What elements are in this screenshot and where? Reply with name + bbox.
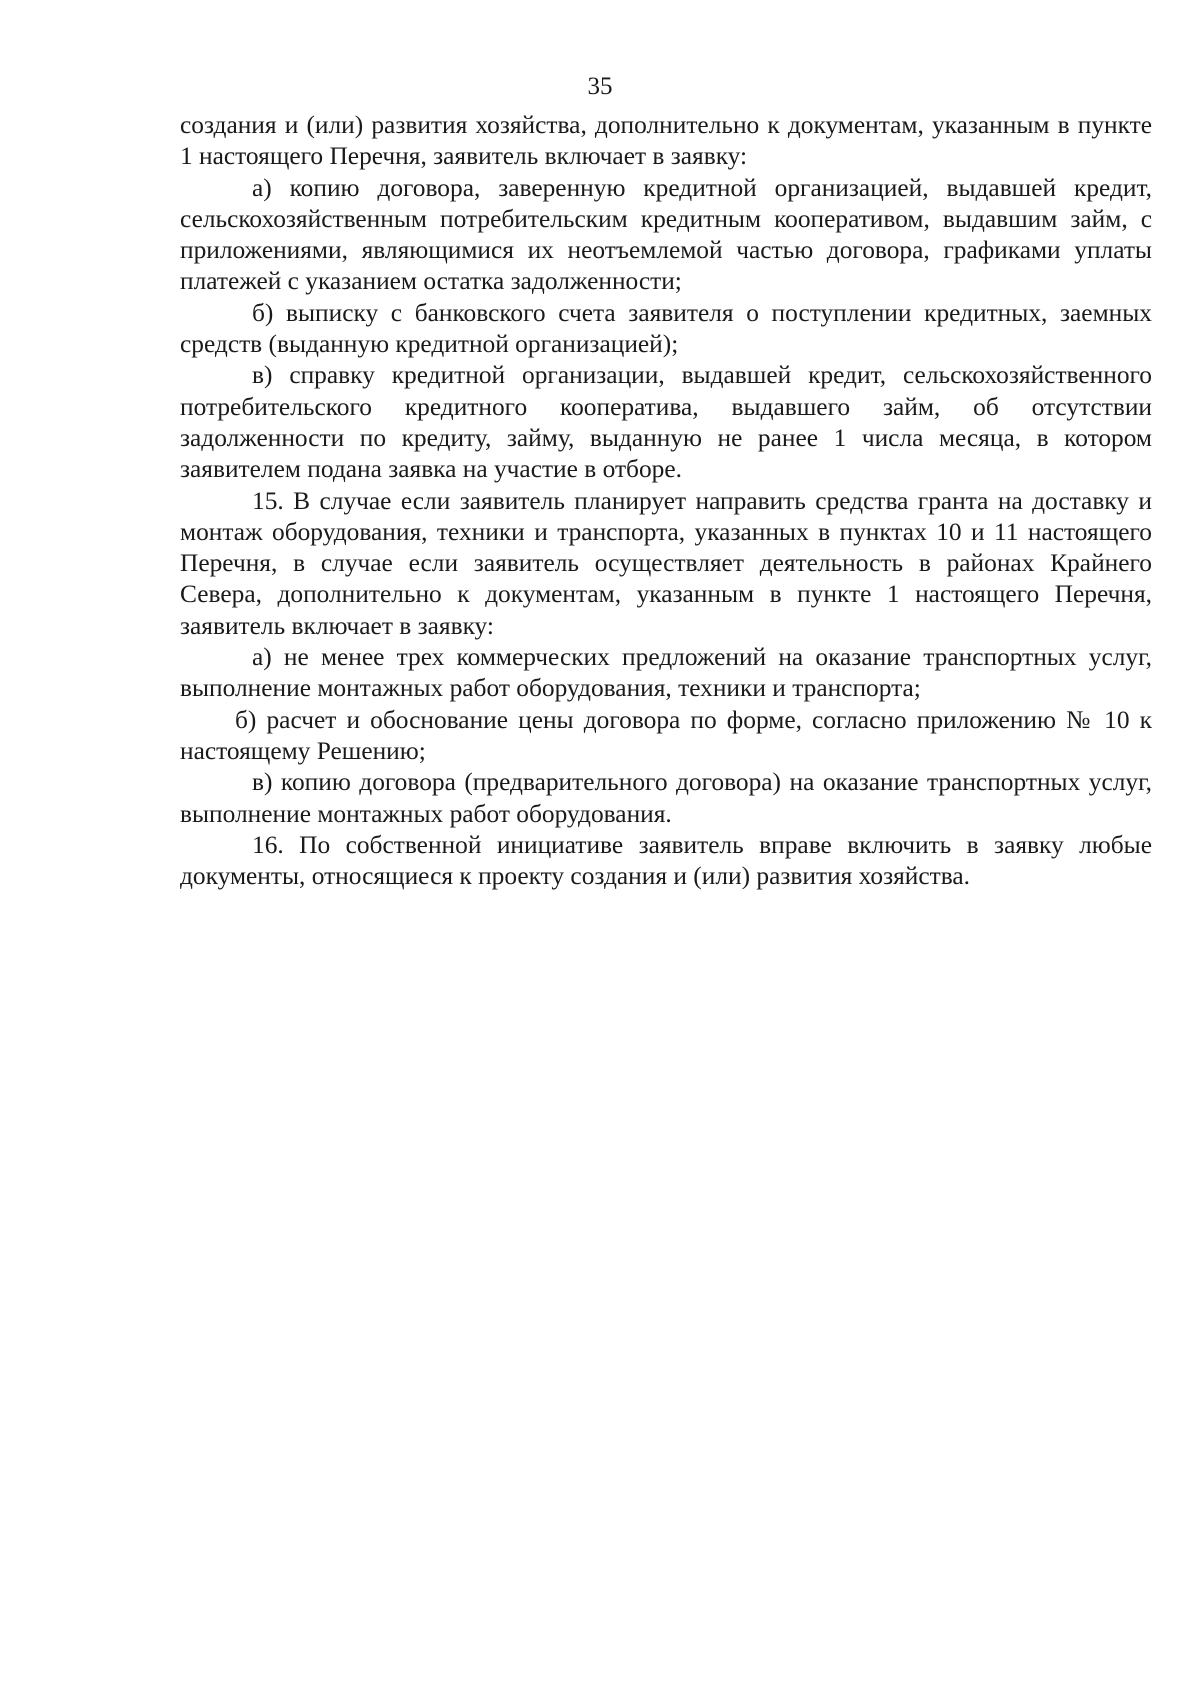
paragraph-continuation: создания и (или) развития хозяйства, дополнительно к документам, указанным в пункте 1 настоящего Перечня, заявитель включает в заявку: xyxy=(180,111,1152,171)
page-number: 35 xyxy=(587,73,613,100)
paragraph-item-14a: а) копию договора, заверенную кредитной организацией, выдавшей кредит, сельскохозяйственным потребительским кредитным кооперативом, выдавшим займ, с приложениями, являющимися их неотъемлемой частью договора, графиками уплаты платежей с указанием остатка задолженности; xyxy=(180,173,1152,296)
document-body xyxy=(180,110,1152,892)
paragraph-item-15a: а) не менее трех коммерческих предложений на оказание транспортных услуг, выполнение монтажных работ оборудования, техники и транспорта; xyxy=(180,643,1152,703)
paragraph-item-15: 15. В случае если заявитель планирует направить средства гранта на доставку и монтаж оборудования, техники и транспорта, указанных в пунктах 10 и 11 настоящего Перечня, в случае если заявитель осуществляет деятельность в районах Крайнего Севера, дополнительно к документам, указанным в пункте 1 настоящего Перечня, заявитель включает в заявку: xyxy=(180,486,1152,640)
paragraph-item-14c: в) справку кредитной организации, выдавшей кредит, сельскохозяйственного потребительского кредитного кооператива, выдавшего займ, об отсутствии задолженности по кредиту, займу, выданную не ранее 1 числа месяца, в котором заявителем подана заявка на участие в отборе. xyxy=(180,361,1152,484)
paragraph-item-15b: б) расчет и обоснование цены договора по форме, согласно приложению № 10 к настоящему Решению; xyxy=(180,705,1152,765)
paragraph-item-14b: б) выписку с банковского счета заявителя о поступлении кредитных, заемных средств (выданную кредитной организацией); xyxy=(180,298,1152,359)
paragraph-item-16: 16. По собственной инициативе заявитель вправе включить в заявку любые документы, относящиеся к проекту создания и (или) развития хозяйства. xyxy=(180,830,1152,891)
paragraph-item-15c: в) копию договора (предварительного договора) на оказание транспортных услуг, выполнение монтажных работ оборудования. xyxy=(180,768,1152,828)
